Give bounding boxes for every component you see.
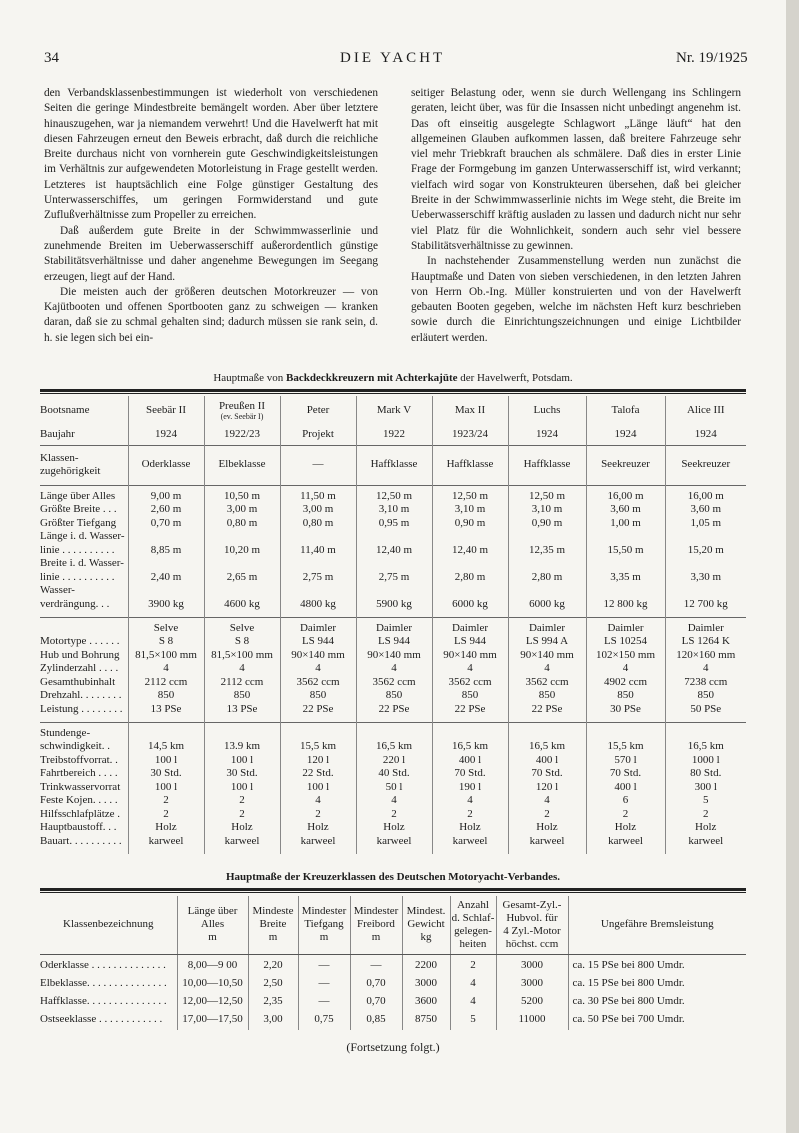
table2-class-name: Ostseeklasse . . . . . . . . . . . .: [40, 1013, 163, 1025]
boat-year: 1924: [155, 428, 177, 440]
table1-cell: Holz: [128, 821, 204, 835]
table2-header: Mindester Tiefgang m: [298, 896, 350, 954]
body-column-right: [411, 86, 741, 346]
table1-cell: 2,80 m: [508, 557, 586, 584]
table1-cell: 850: [665, 689, 746, 703]
table1-cell: Daimler LS 944: [356, 617, 432, 649]
table2-header: Gesamt-Zyl.- Hubvol. für 4 Zyl.-Motor höchst. ccm: [496, 896, 568, 954]
table2-cell: 2,50: [248, 976, 298, 994]
table1-row-label: Fahrtbereich . . . .: [40, 767, 118, 779]
table2-cell: 0,70: [350, 976, 402, 994]
table1-cell: 15,50 m: [586, 530, 665, 557]
table1-cell: 4: [508, 794, 586, 808]
table2-top-rule: [40, 888, 746, 891]
table1-cell: karweel: [586, 835, 665, 849]
table2-class-name: Oderklasse . . . . . . . . . . . . . .: [40, 959, 166, 971]
table1-cell: 3,60 m: [665, 503, 746, 517]
table1-cell: 12 800 kg: [586, 584, 665, 611]
table1-cell: Holz: [356, 821, 432, 835]
paragraph: In nachstehender Zusammenstellung werden nun zunächst die Hauptmaße und Daten von sieben verschiedenen, in den letzten Jahren von Herrn Ob.-Ing. Müller konstruierten und von der Havelwerft gebauten Booten gegeben, welche im nächsten Heft kurz beschrieben sowie durch die Einrichtungszeichnungen und einige Lichtbilder erläutert werden.: [411, 255, 741, 344]
table1-cell: 2: [204, 808, 280, 822]
table1-cell: Daimler LS 10254: [586, 617, 665, 649]
table1-cell: 10,20 m: [204, 530, 280, 557]
table1-cell: 190 l: [432, 781, 508, 795]
table1-head-cell: [280, 396, 356, 425]
table1-head-cell: [432, 425, 508, 445]
table1-cell: 12 700 kg: [665, 584, 746, 611]
boat-year: 1924: [614, 428, 637, 440]
table1-head-cell: [432, 445, 508, 485]
table2-cell: 3600: [402, 994, 450, 1012]
table1-cell: 100 l: [204, 754, 280, 768]
table1-head-label: Klassen- zugehörigkeit: [40, 445, 128, 485]
table1-cell: 50 l: [356, 781, 432, 795]
table1-cell: 4: [508, 662, 586, 676]
table1-cell: 7238 ccm: [665, 676, 746, 690]
table1-cell: 0,70 m: [128, 517, 204, 531]
boat-year: 1922/23: [223, 428, 261, 440]
table2-cell: 2200: [402, 958, 450, 976]
table2-cell: 3000: [496, 958, 568, 976]
table1-cell: 22 PSe: [356, 703, 432, 717]
table1-cell: Holz: [432, 821, 508, 835]
table1-cell: Holz: [204, 821, 280, 835]
table1-cell: Holz: [586, 821, 665, 835]
table1-cell: 400 l: [586, 781, 665, 795]
table1-cell: 4600 kg: [204, 584, 280, 611]
table2-cell: 8750: [402, 1012, 450, 1030]
continuation-note: (Fortsetzung folgt.): [346, 1040, 440, 1054]
table1-row-label: Hauptbaustoff. . .: [40, 821, 117, 833]
table1-cell: Daimler LS 1264 K: [665, 617, 746, 649]
table1-cell: 0,80 m: [280, 517, 356, 531]
table2-cell: ca. 30 PSe bei 800 Umdr.: [568, 994, 746, 1012]
paragraph: den Verbandsklassenbestimmungen ist wiederholt von verschiedenen Seiten die geringe Mindestbreite bemängelt worden. Aber über letztere hinauszugehen, war ja niemandem verwehrt! Und die Havelwerft hat mit diesen Fahrzeugen erneut den Beweis erbracht, daß durch die reichliche Breite durchaus nicht von vornherein gute Geschwindigkeitsleistungen im Verhältnis zur aufgewendeten Motorleistung in Frage gestellt werden. Letzteres ist hauptsächlich eine Folge günstiger Gestaltung des Unterwasserschiffes, um geringen Formwiderstand und gute Zuflußverhältnisse zum Propeller zu erreichen.: [44, 87, 378, 222]
table1-cell: 12,35 m: [508, 530, 586, 557]
table1-cell: 0,90 m: [432, 517, 508, 531]
boat-name: Alice III: [686, 403, 725, 416]
table1-cell: 12,40 m: [356, 530, 432, 557]
table1-cell: 6000 kg: [508, 584, 586, 611]
table1-cell: karweel: [356, 835, 432, 849]
table1-cell: 850: [508, 689, 586, 703]
table1-cell: 11,50 m: [280, 485, 356, 503]
table1-cell: karweel: [280, 835, 356, 849]
table1-head-cell: [586, 396, 665, 425]
table1-cell: 4: [356, 662, 432, 676]
table1-cell: 13 PSe: [204, 703, 280, 717]
boat-name: Luchs: [533, 403, 561, 416]
table1-cell: 5900 kg: [356, 584, 432, 611]
table1-cell: 40 Std.: [356, 767, 432, 781]
table1-cell: 16,5 km: [665, 722, 746, 754]
table1-cell: 16,5 km: [356, 722, 432, 754]
table1-row-label: Stundenge- schwindigkeit. .: [40, 722, 128, 754]
table1-cell: 50 PSe: [665, 703, 746, 717]
table2-cell: 2,35: [248, 994, 298, 1012]
boat-name: Mark V: [376, 403, 412, 416]
boat-name: Seebär II: [145, 403, 186, 416]
table1-cell: 220 l: [356, 754, 432, 768]
table1-cell: 850: [280, 689, 356, 703]
class-dimensions-table: [40, 896, 746, 1030]
table2-cell: 3000: [496, 976, 568, 994]
table1-head-cell: [356, 425, 432, 445]
table2-header: Länge über Alles m: [177, 896, 248, 954]
table1-cell: 2112 ccm: [204, 676, 280, 690]
table1-cell: Daimler LS 994 A: [508, 617, 586, 649]
table1-cell: 3,10 m: [356, 503, 432, 517]
table1-cell: 16,00 m: [665, 485, 746, 503]
table1-cell: 22 PSe: [280, 703, 356, 717]
table1-cell: 70 Std.: [432, 767, 508, 781]
boat-year: Projekt: [302, 428, 334, 440]
table1-row-label: Hilfsschlafplätze .: [40, 807, 121, 820]
boat-name: Preußen II: [218, 399, 266, 412]
table1-row-label: Länge i. d. Wasser- linie . . . . . . . . . .: [40, 530, 125, 556]
table1-cell: 2: [280, 808, 356, 822]
table1-head-cell: [204, 396, 280, 425]
table1-cell: 2,75 m: [356, 557, 432, 584]
table2-cell: ca. 15 PSe bei 800 Umdr.: [568, 976, 746, 994]
table1-cell: 3,30 m: [665, 557, 746, 584]
boat-klasse: —: [312, 458, 324, 471]
table1-cell: 100 l: [128, 781, 204, 795]
table1-cell: 0,90 m: [508, 517, 586, 531]
boat-year: 1924: [536, 428, 558, 440]
table1-cell: 90×140 mm: [280, 649, 356, 663]
table1-head-cell: [508, 396, 586, 425]
table2-header: Klassenbezeichnung: [40, 896, 177, 954]
table2-cell: 0,85: [350, 1012, 402, 1030]
table2-cell: 8,00—9 00: [177, 958, 248, 976]
table1-head-cell: [128, 425, 204, 445]
table1-cell: Holz: [280, 821, 356, 835]
table1-head-cell: [280, 425, 356, 445]
table2-cell: 3000: [402, 976, 450, 994]
table1-cell: 4: [586, 662, 665, 676]
table1-cell: 4: [665, 662, 746, 676]
table1-row-label: Trinkwasservorrat: [40, 780, 121, 793]
table1-cell: 10,50 m: [204, 485, 280, 503]
table1-row-label: Drehzahl. . . . . . . .: [40, 689, 122, 701]
table1-cell: 3562 ccm: [432, 676, 508, 690]
paragraph: Die meisten auch der größeren deutschen Motorkreuzer — von Kajütbooten und offenen Sportbooten ganz zu schweigen — kranken daran, daß sie zu schmal gehalten sind; dadurch müssen sie rank sein, d. h. sie legen sich bei ein-: [44, 285, 378, 344]
table1-cell: 81,5×100 mm: [128, 649, 204, 663]
table1-cell: 570 l: [586, 754, 665, 768]
table1-head-cell: [280, 445, 356, 485]
table1-cell: 400 l: [432, 754, 508, 768]
boat-sub: (ev. Seebär I): [220, 412, 264, 422]
table1-cell: 4902 ccm: [586, 676, 665, 690]
boat-klasse: Seekreuzer: [601, 458, 650, 471]
table1-cell: 30 Std.: [204, 767, 280, 781]
table1-cell: 850: [356, 689, 432, 703]
table1-cell: 120 l: [280, 754, 356, 768]
table1-cell: 12,40 m: [432, 530, 508, 557]
table1-row-label: Hub und Bohrung: [40, 648, 120, 661]
table1-cell: 100 l: [128, 754, 204, 768]
table1-cell: 9,00 m: [128, 485, 204, 503]
table1-cell: Selve S 8: [128, 617, 204, 649]
table2-caption: Hauptmaße der Kreuzerklassen des Deutschen Motoryacht-Verbandes.: [225, 871, 561, 883]
table1-row-label: Gesamthubinhalt: [40, 675, 116, 688]
table2-header: Mindest. Gewicht kg: [402, 896, 450, 954]
table2-cell: —: [298, 958, 350, 976]
table1-cell: 15,5 km: [280, 722, 356, 754]
table1-cell: 3,10 m: [432, 503, 508, 517]
table1-cell: 70 Std.: [508, 767, 586, 781]
table1-cell: 5: [665, 794, 746, 808]
table1-top-rule: [40, 389, 746, 392]
table1-cell: 80 Std.: [665, 767, 746, 781]
table1-cell: karweel: [204, 835, 280, 849]
table1-cell: 2,65 m: [204, 557, 280, 584]
table2-cell: 5200: [496, 994, 568, 1012]
table1-row-label: Wasser- verdrängung. . .: [40, 584, 110, 610]
boat-klasse: Seekreuzer: [681, 458, 731, 471]
table1-head-cell: [508, 425, 586, 445]
table1-head-cell: [586, 445, 665, 485]
table1-cell: 1,00 m: [586, 517, 665, 531]
paragraph: Daß außerdem gute Breite in der Schwimmwasserlinie und zunehmende Breiten im Ueberwasserschiff außerordentlich günstige Stabilitätsverhältnisse und daher angenehme Bewegungen im Seegang erzeugen, liegt auf der Hand.: [44, 224, 378, 283]
table1-cell: 13 PSe: [128, 703, 204, 717]
table1-cell: 2,80 m: [432, 557, 508, 584]
table1-cell: Selve S 8: [204, 617, 280, 649]
table2-header: Anzahl d. Schlaf- gelegen- heiten: [450, 896, 496, 954]
table1-cell: 120 l: [508, 781, 586, 795]
boat-klasse: Elbeklasse: [218, 458, 266, 471]
table2-cell: 17,00—17,50: [177, 1012, 248, 1030]
table1-cell: 11,40 m: [280, 530, 356, 557]
table1-cell: 3,60 m: [586, 503, 665, 517]
table1-head-cell: [665, 445, 746, 485]
table2-header: Ungefähre Bremsleistung: [568, 896, 746, 954]
table1-cell: 12,50 m: [508, 485, 586, 503]
table1-cell: 2: [128, 794, 204, 808]
issue-number: Nr. 19/1925: [676, 50, 748, 66]
page-edge: [786, 0, 799, 1133]
table1-row-label: Größter Tiefgang: [40, 516, 117, 529]
table1-cell: 16,00 m: [586, 485, 665, 503]
table2-cell: 0,70: [350, 994, 402, 1012]
boat-klasse: Haffklasse: [523, 458, 571, 471]
table1-cell: 2,75 m: [280, 557, 356, 584]
table1-cell: 3562 ccm: [356, 676, 432, 690]
table2-cell: 4: [450, 976, 496, 994]
table2-cell: 5: [450, 1012, 496, 1030]
table1-cell: 2: [204, 794, 280, 808]
table1-cell: 4: [432, 662, 508, 676]
table1-cell: karweel: [665, 835, 746, 849]
boat-klasse: Haffklasse: [370, 458, 418, 471]
table1-cell: 850: [204, 689, 280, 703]
table1-head-cell: [508, 445, 586, 485]
table2-header: Mindester Freibord m: [350, 896, 402, 954]
table1-cell: 3,00 m: [280, 503, 356, 517]
boat-klasse: Haffklasse: [446, 458, 494, 471]
table1-top-rule-thin: [40, 393, 746, 394]
table1-cell: 12,50 m: [432, 485, 508, 503]
table2-cell: ca. 50 PSe bei 700 Umdr.: [568, 1012, 746, 1030]
table1-cell: 15,20 m: [665, 530, 746, 557]
table2-cell: —: [298, 994, 350, 1012]
table1-head-cell: [204, 445, 280, 485]
table1-cell: 13.9 km: [204, 722, 280, 754]
boat-year: 1924: [694, 428, 717, 440]
table2-cell: —: [350, 958, 402, 976]
table1-cell: 100 l: [280, 781, 356, 795]
table1-cell: 2: [356, 808, 432, 822]
boat-klasse: Oderklasse: [141, 458, 191, 471]
table1-cell: 3900 kg: [128, 584, 204, 611]
table1-cell: 30 PSe: [586, 703, 665, 717]
table1-cell: 4: [432, 794, 508, 808]
table1-cell: 120×160 mm: [665, 649, 746, 663]
table1-caption: Hauptmaße von Backdeckkreuzern mit Achterkajüte der Havelwerft, Potsdam.: [213, 372, 573, 384]
boat-year: 1923/24: [451, 428, 489, 440]
table1-row-label: Größte Breite . . .: [40, 503, 117, 515]
table1-cell: 4: [356, 794, 432, 808]
table2-cell: 10,00—10,50: [177, 976, 248, 994]
table1-cell: 8,85 m: [128, 530, 204, 557]
table1-cell: 850: [128, 689, 204, 703]
table1-cell: 1000 l: [665, 754, 746, 768]
table1-head-cell: [204, 425, 280, 445]
table1-cell: 90×140 mm: [432, 649, 508, 663]
table1-cell: 2: [508, 808, 586, 822]
table1-cell: 2112 ccm: [128, 676, 204, 690]
table2-cell: 2: [450, 958, 496, 976]
table1-cell: 6: [586, 794, 665, 808]
table2-cell: 12,00—12,50: [177, 994, 248, 1012]
page-number: 34: [44, 50, 59, 66]
table1-row-label: Bauart. . . . . . . . . .: [40, 834, 122, 847]
table1-head-cell: [128, 445, 204, 485]
table1-head-label: Bootsname: [40, 403, 90, 416]
table1-cell: karweel: [508, 835, 586, 849]
table1-cell: 102×150 mm: [586, 649, 665, 663]
table1-cell: 0,80 m: [204, 517, 280, 531]
table1-row-label: Breite i. d. Wasser- linie . . . . . . . . . .: [40, 557, 124, 583]
table1-cell: 16,5 km: [508, 722, 586, 754]
table1-cell: 15,5 km: [586, 722, 665, 754]
table1-cell: 3,10 m: [508, 503, 586, 517]
table1-row-label: Treibstoffvorrat. .: [40, 753, 118, 766]
table1-cell: 1,05 m: [665, 517, 746, 531]
table1-cell: 4: [204, 662, 280, 676]
table1-cell: 30 Std.: [128, 767, 204, 781]
table1-cell: 2: [586, 808, 665, 822]
table1-cell: Holz: [665, 821, 746, 835]
table1-row-label: Länge über Alles: [40, 485, 128, 503]
table1-head-cell: [665, 425, 746, 445]
table1-cell: 70 Std.: [586, 767, 665, 781]
table1-cell: 2: [665, 808, 746, 822]
table2-header: Mindeste Breite m: [248, 896, 298, 954]
table2-top-rule-thin: [40, 892, 746, 893]
table1-cell: 22 PSe: [508, 703, 586, 717]
boat-name: Peter: [306, 403, 330, 416]
table1-cell: 3,00 m: [204, 503, 280, 517]
boat-name: Max II: [454, 403, 486, 416]
table1-cell: 81,5×100 mm: [204, 649, 280, 663]
table1-cell: 12,50 m: [356, 485, 432, 503]
table1-cell: 4: [280, 662, 356, 676]
table1-cell: 850: [586, 689, 665, 703]
table2-cell: 11000: [496, 1012, 568, 1030]
magazine-title: DIE YACHT: [340, 50, 446, 66]
table2-cell: —: [298, 976, 350, 994]
table1-cell: 2: [432, 808, 508, 822]
table2-class-name: Elbeklasse. . . . . . . . . . . . . . .: [40, 977, 167, 989]
table1-cell: 100 l: [204, 781, 280, 795]
table2-cell: ca. 15 PSe bei 800 Umdr.: [568, 958, 746, 976]
table1-head-cell: [586, 425, 665, 445]
table1-cell: Daimler LS 944: [432, 617, 508, 649]
table1-head-cell: [665, 396, 746, 425]
table1-cell: 3562 ccm: [508, 676, 586, 690]
table1-cell: Holz: [508, 821, 586, 835]
table1-cell: karweel: [432, 835, 508, 849]
table1-head-cell: [128, 396, 204, 425]
table2-class-name: Haffklasse. . . . . . . . . . . . . . .: [40, 995, 167, 1007]
table1-cell: 4: [128, 662, 204, 676]
table1-cell: 2: [128, 808, 204, 822]
table1-cell: 300 l: [665, 781, 746, 795]
table1-cell: 3,35 m: [586, 557, 665, 584]
table1-row-label: Leistung . . . . . . . .: [40, 702, 123, 715]
table1-cell: 90×140 mm: [356, 649, 432, 663]
table1-row-label: Zylinderzahl . . . .: [40, 662, 119, 674]
table1-head-cell: [356, 445, 432, 485]
body-column-left: [44, 86, 378, 346]
table1-cell: 90×140 mm: [508, 649, 586, 663]
boat-dimensions-table: [40, 396, 746, 854]
table1-cell: 850: [432, 689, 508, 703]
table1-head-cell: [356, 396, 432, 425]
boat-year: 1922: [383, 428, 405, 440]
table1-cell: 22 Std.: [280, 767, 356, 781]
table1-head-cell: [432, 396, 508, 425]
table1-cell: 0,95 m: [356, 517, 432, 531]
table1-cell: 16,5 km: [432, 722, 508, 754]
table1-cell: 14,5 km: [128, 722, 204, 754]
paragraph: seitiger Belastung oder, wenn sie durch Wellengang ins Schlingern geraten, leicht über, was für die Insassen nicht unbedingt angenehm ist. Das oft einseitig ausgelegte Schlagwort „Länge läuft“ hat den allgemeinen Glauben aufkommen lassen, daß breitere Fahrzeuge sehr viel mehr Triebkraft brauchen als schmälere. Daß dies in erster Linie Frage der Formgebung im ganzen Unterwasserschiff ist, wird verkannt; vielfach wird sogar von Konstrukteuren übersehen, daß bei gleicher Breite in der Schwimmwasserlinie nichts im Wege steht, die Breite im Ueberwasserschiff kräftig ausladen zu lassen und dadurch nicht nur sehr viel Platz für die Wohnlichkeit, sondern auch sehr viel bessere Stabilitätsverhältnisse zu gewinnen.: [411, 87, 741, 252]
table1-cell: 400 l: [508, 754, 586, 768]
table1-cell: 6000 kg: [432, 584, 508, 611]
table1-cell: 2,40 m: [128, 557, 204, 584]
table2-cell: 0,75: [298, 1012, 350, 1030]
table1-row-label: Motortype . . . . . .: [40, 617, 128, 649]
table2-cell: 2,20: [248, 958, 298, 976]
table2-cell: 4: [450, 994, 496, 1012]
boat-name: Talofa: [611, 403, 640, 416]
table1-head-label: Baujahr: [40, 428, 75, 440]
table1-row-label: Feste Kojen. . . . .: [40, 794, 118, 806]
table1-cell: Daimler LS 944: [280, 617, 356, 649]
table1-cell: 22 PSe: [432, 703, 508, 717]
table1-cell: 3562 ccm: [280, 676, 356, 690]
table1-cell: 2,60 m: [128, 503, 204, 517]
table1-cell: 4: [280, 794, 356, 808]
table1-cell: 4800 kg: [280, 584, 356, 611]
table2-cell: 3,00: [248, 1012, 298, 1030]
table1-cell: karweel: [128, 835, 204, 849]
